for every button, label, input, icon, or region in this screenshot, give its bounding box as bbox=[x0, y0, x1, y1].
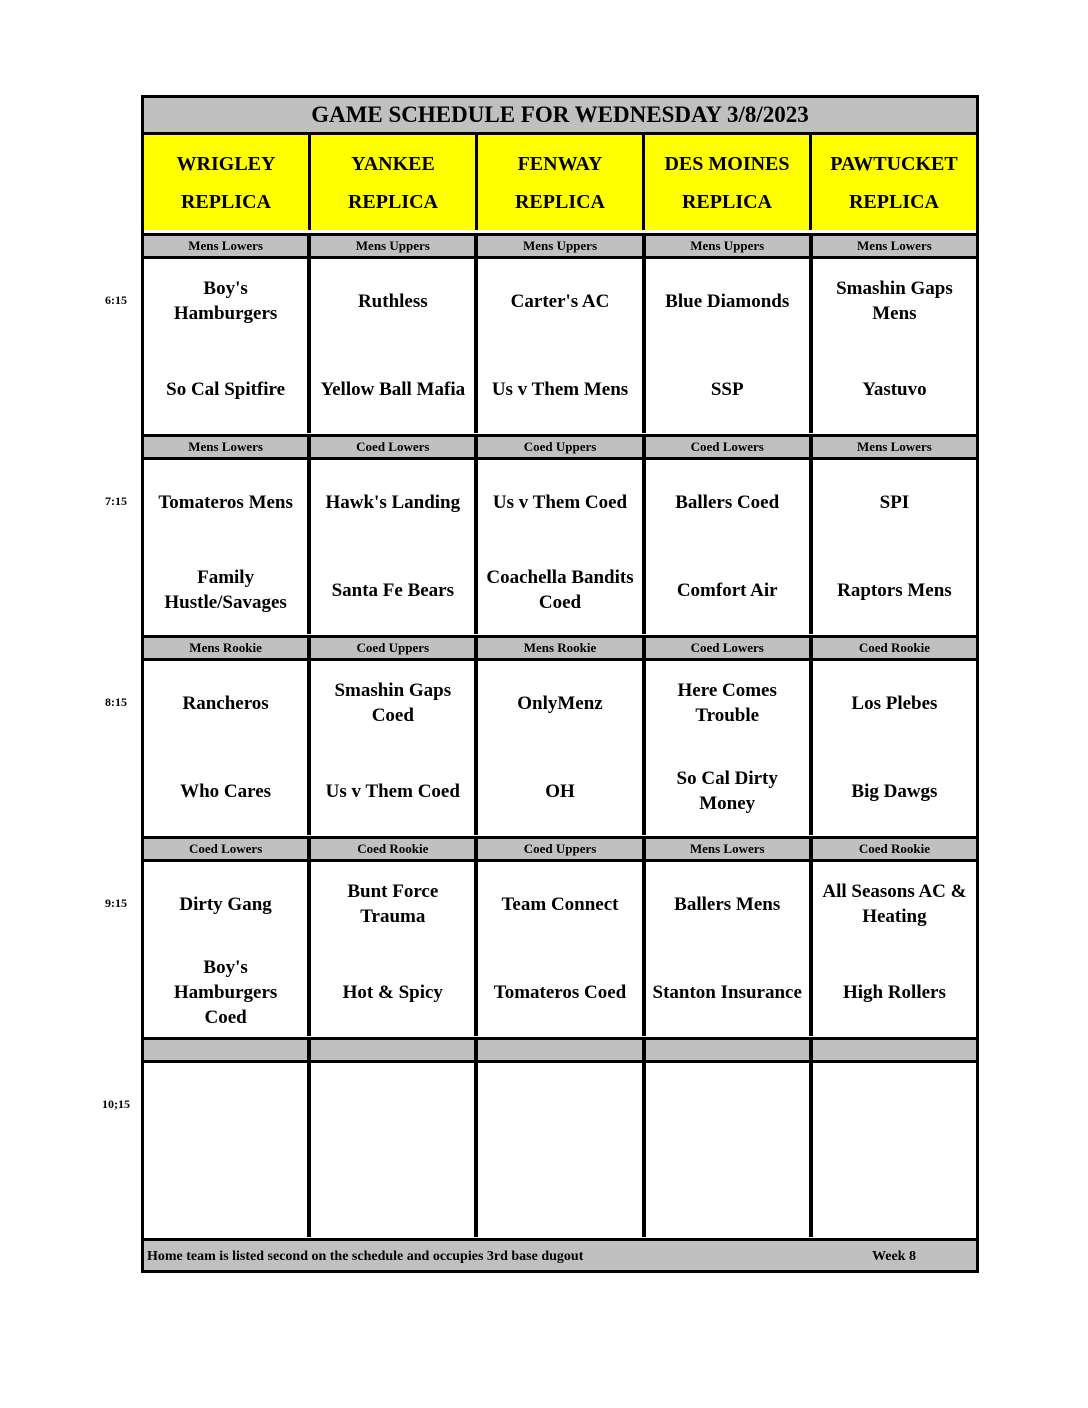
park-name: DES MOINES bbox=[664, 152, 790, 175]
week-label: Week 8 bbox=[872, 1249, 916, 1264]
away-team: Carter's AC bbox=[510, 290, 610, 312]
away-team bbox=[144, 1065, 307, 1145]
home-team bbox=[311, 1153, 474, 1233]
game-cell bbox=[646, 862, 813, 1036]
game-cell bbox=[478, 460, 645, 634]
park-name: FENWAY bbox=[517, 152, 603, 175]
division-label: Coed Uppers bbox=[478, 839, 645, 859]
footer-bar bbox=[144, 1238, 976, 1270]
game-cell bbox=[144, 1063, 311, 1237]
division-label: Coed Rookie bbox=[311, 839, 478, 859]
division-label: Coed Lowers bbox=[144, 839, 311, 859]
division-label: Mens Rookie bbox=[478, 638, 645, 658]
game-cell bbox=[478, 259, 645, 433]
game-cell bbox=[813, 259, 976, 433]
home-team: Stanton Insurance bbox=[652, 981, 802, 1003]
away-team: Ballers Coed bbox=[675, 491, 780, 513]
park-subtitle: REPLICA bbox=[180, 190, 271, 213]
division-label bbox=[478, 1040, 645, 1060]
time-label: 8:15 bbox=[105, 695, 127, 709]
home-team: Boy's Hamburgers Coed bbox=[173, 956, 278, 1028]
division-label: Mens Lowers bbox=[646, 839, 813, 859]
park-name: WRIGLEY bbox=[176, 152, 276, 175]
schedule-title: GAME SCHEDULE FOR WEDNESDAY 3/8/2023 bbox=[144, 98, 976, 135]
game-cell bbox=[646, 259, 813, 433]
division-label bbox=[311, 1040, 478, 1060]
division-label bbox=[646, 1040, 813, 1060]
home-team: Big Dawgs bbox=[851, 780, 938, 802]
game-cell bbox=[311, 661, 478, 835]
park-header-row bbox=[144, 135, 976, 230]
game-cell bbox=[813, 1063, 976, 1237]
home-team bbox=[813, 1153, 976, 1233]
game-row bbox=[144, 460, 976, 634]
game-row bbox=[144, 259, 976, 433]
park-subtitle: REPLICA bbox=[681, 190, 772, 213]
division-label bbox=[144, 1040, 311, 1060]
park-header bbox=[812, 135, 976, 230]
home-team: Coachella Bandits Coed bbox=[486, 567, 634, 613]
time-label: 7:15 bbox=[105, 494, 127, 508]
game-cell bbox=[311, 862, 478, 1036]
game-cell bbox=[478, 862, 645, 1036]
away-team: Smashin Gaps Mens bbox=[836, 278, 953, 324]
home-team: SSP bbox=[710, 378, 744, 400]
home-team: OH bbox=[545, 780, 575, 802]
division-label: Coed Uppers bbox=[311, 638, 478, 658]
park-header bbox=[144, 135, 311, 230]
home-team: Raptors Mens bbox=[837, 579, 952, 601]
away-team bbox=[311, 1065, 474, 1145]
away-team: Smashin Gaps Coed bbox=[334, 680, 452, 726]
game-cell bbox=[144, 259, 311, 433]
park-header bbox=[478, 135, 645, 230]
division-label: Coed Rookie bbox=[813, 839, 976, 859]
away-team: Ruthless bbox=[357, 290, 428, 312]
park-subtitle: REPLICA bbox=[848, 190, 939, 213]
division-label bbox=[813, 1040, 976, 1060]
away-team bbox=[478, 1065, 641, 1145]
park-subtitle: REPLICA bbox=[347, 190, 438, 213]
park-name: YANKEE bbox=[351, 152, 435, 175]
time-label: 10;15 bbox=[102, 1097, 130, 1111]
game-cell bbox=[646, 1063, 813, 1237]
game-cell bbox=[478, 661, 645, 835]
away-team: Hawk's Landing bbox=[325, 491, 461, 513]
park-subtitle: REPLICA bbox=[514, 190, 605, 213]
time-label: 6:15 bbox=[105, 293, 127, 307]
division-row bbox=[144, 836, 976, 862]
division-row bbox=[144, 635, 976, 661]
away-team: Rancheros bbox=[182, 692, 269, 714]
away-team: Bunt Force Trauma bbox=[347, 881, 439, 927]
home-team: Who Cares bbox=[180, 780, 272, 802]
home-team: So Cal Spitfire bbox=[166, 378, 286, 400]
home-team: Us v Them Mens bbox=[491, 378, 629, 400]
game-cell bbox=[311, 460, 478, 634]
game-cell bbox=[646, 460, 813, 634]
game-cell bbox=[813, 661, 976, 835]
home-team: Us v Them Coed bbox=[325, 780, 460, 802]
division-label: Mens Lowers bbox=[813, 236, 976, 256]
game-cell bbox=[311, 259, 478, 433]
away-team: Us v Them Coed bbox=[492, 491, 628, 513]
game-row bbox=[144, 862, 976, 1036]
home-team bbox=[478, 1153, 641, 1233]
division-row bbox=[144, 233, 976, 259]
park-header bbox=[645, 135, 812, 230]
game-cell bbox=[478, 1063, 645, 1237]
home-team bbox=[144, 1153, 307, 1233]
division-row bbox=[144, 434, 976, 460]
time-label: 9:15 bbox=[105, 896, 127, 910]
division-label: Coed Lowers bbox=[311, 437, 478, 457]
home-team: Comfort Air bbox=[676, 579, 778, 601]
away-team: Dirty Gang bbox=[179, 893, 272, 915]
division-label: Coed Lowers bbox=[646, 638, 813, 658]
home-team: Santa Fe Bears bbox=[331, 579, 455, 601]
game-cell bbox=[144, 661, 311, 835]
game-row bbox=[144, 661, 976, 835]
away-team: Blue Diamonds bbox=[665, 290, 790, 312]
game-cell bbox=[813, 862, 976, 1036]
home-team: So Cal Dirty Money bbox=[676, 768, 778, 814]
game-cell bbox=[144, 460, 311, 634]
footer-note: Home team is listed second on the schedule and occupies 3rd base dugout bbox=[147, 1249, 584, 1264]
division-label: Coed Rookie bbox=[813, 638, 976, 658]
away-team: All Seasons AC & Heating bbox=[822, 881, 967, 927]
home-team: Yastuvo bbox=[862, 378, 927, 400]
away-team bbox=[646, 1065, 809, 1145]
game-cell bbox=[144, 862, 311, 1036]
division-label: Mens Uppers bbox=[646, 236, 813, 256]
away-team: OnlyMenz bbox=[517, 692, 603, 714]
away-team: Team Connect bbox=[501, 893, 619, 915]
away-team: Ballers Mens bbox=[674, 893, 781, 915]
away-team bbox=[813, 1065, 976, 1145]
schedule-table bbox=[141, 95, 979, 1273]
home-team bbox=[646, 1153, 809, 1233]
division-label: Mens Uppers bbox=[311, 236, 478, 256]
division-label: Coed Lowers bbox=[646, 437, 813, 457]
game-cell bbox=[646, 661, 813, 835]
away-team: Tomateros Mens bbox=[158, 491, 293, 513]
home-team: High Rollers bbox=[842, 981, 946, 1003]
division-label: Mens Lowers bbox=[144, 236, 311, 256]
away-team: SPI bbox=[879, 491, 910, 513]
home-team: Hot & Spicy bbox=[342, 981, 443, 1003]
home-team: Tomateros Coed bbox=[493, 981, 627, 1003]
division-label: Mens Rookie bbox=[144, 638, 311, 658]
game-row bbox=[144, 1063, 976, 1237]
division-row bbox=[144, 1037, 976, 1063]
game-cell bbox=[813, 460, 976, 634]
away-team: Here Comes Trouble bbox=[677, 680, 777, 726]
park-name: PAWTUCKET bbox=[830, 152, 958, 175]
division-label: Coed Uppers bbox=[478, 437, 645, 457]
division-label: Mens Lowers bbox=[813, 437, 976, 457]
away-team: Boy's Hamburgers bbox=[173, 278, 278, 324]
away-team: Los Plebes bbox=[851, 692, 938, 714]
division-label: Mens Uppers bbox=[478, 236, 645, 256]
division-label: Mens Lowers bbox=[144, 437, 311, 457]
home-team: Yellow Ball Mafia bbox=[320, 378, 466, 400]
home-team: Family Hustle/Savages bbox=[164, 567, 287, 613]
game-cell bbox=[311, 1063, 478, 1237]
park-header bbox=[311, 135, 478, 230]
